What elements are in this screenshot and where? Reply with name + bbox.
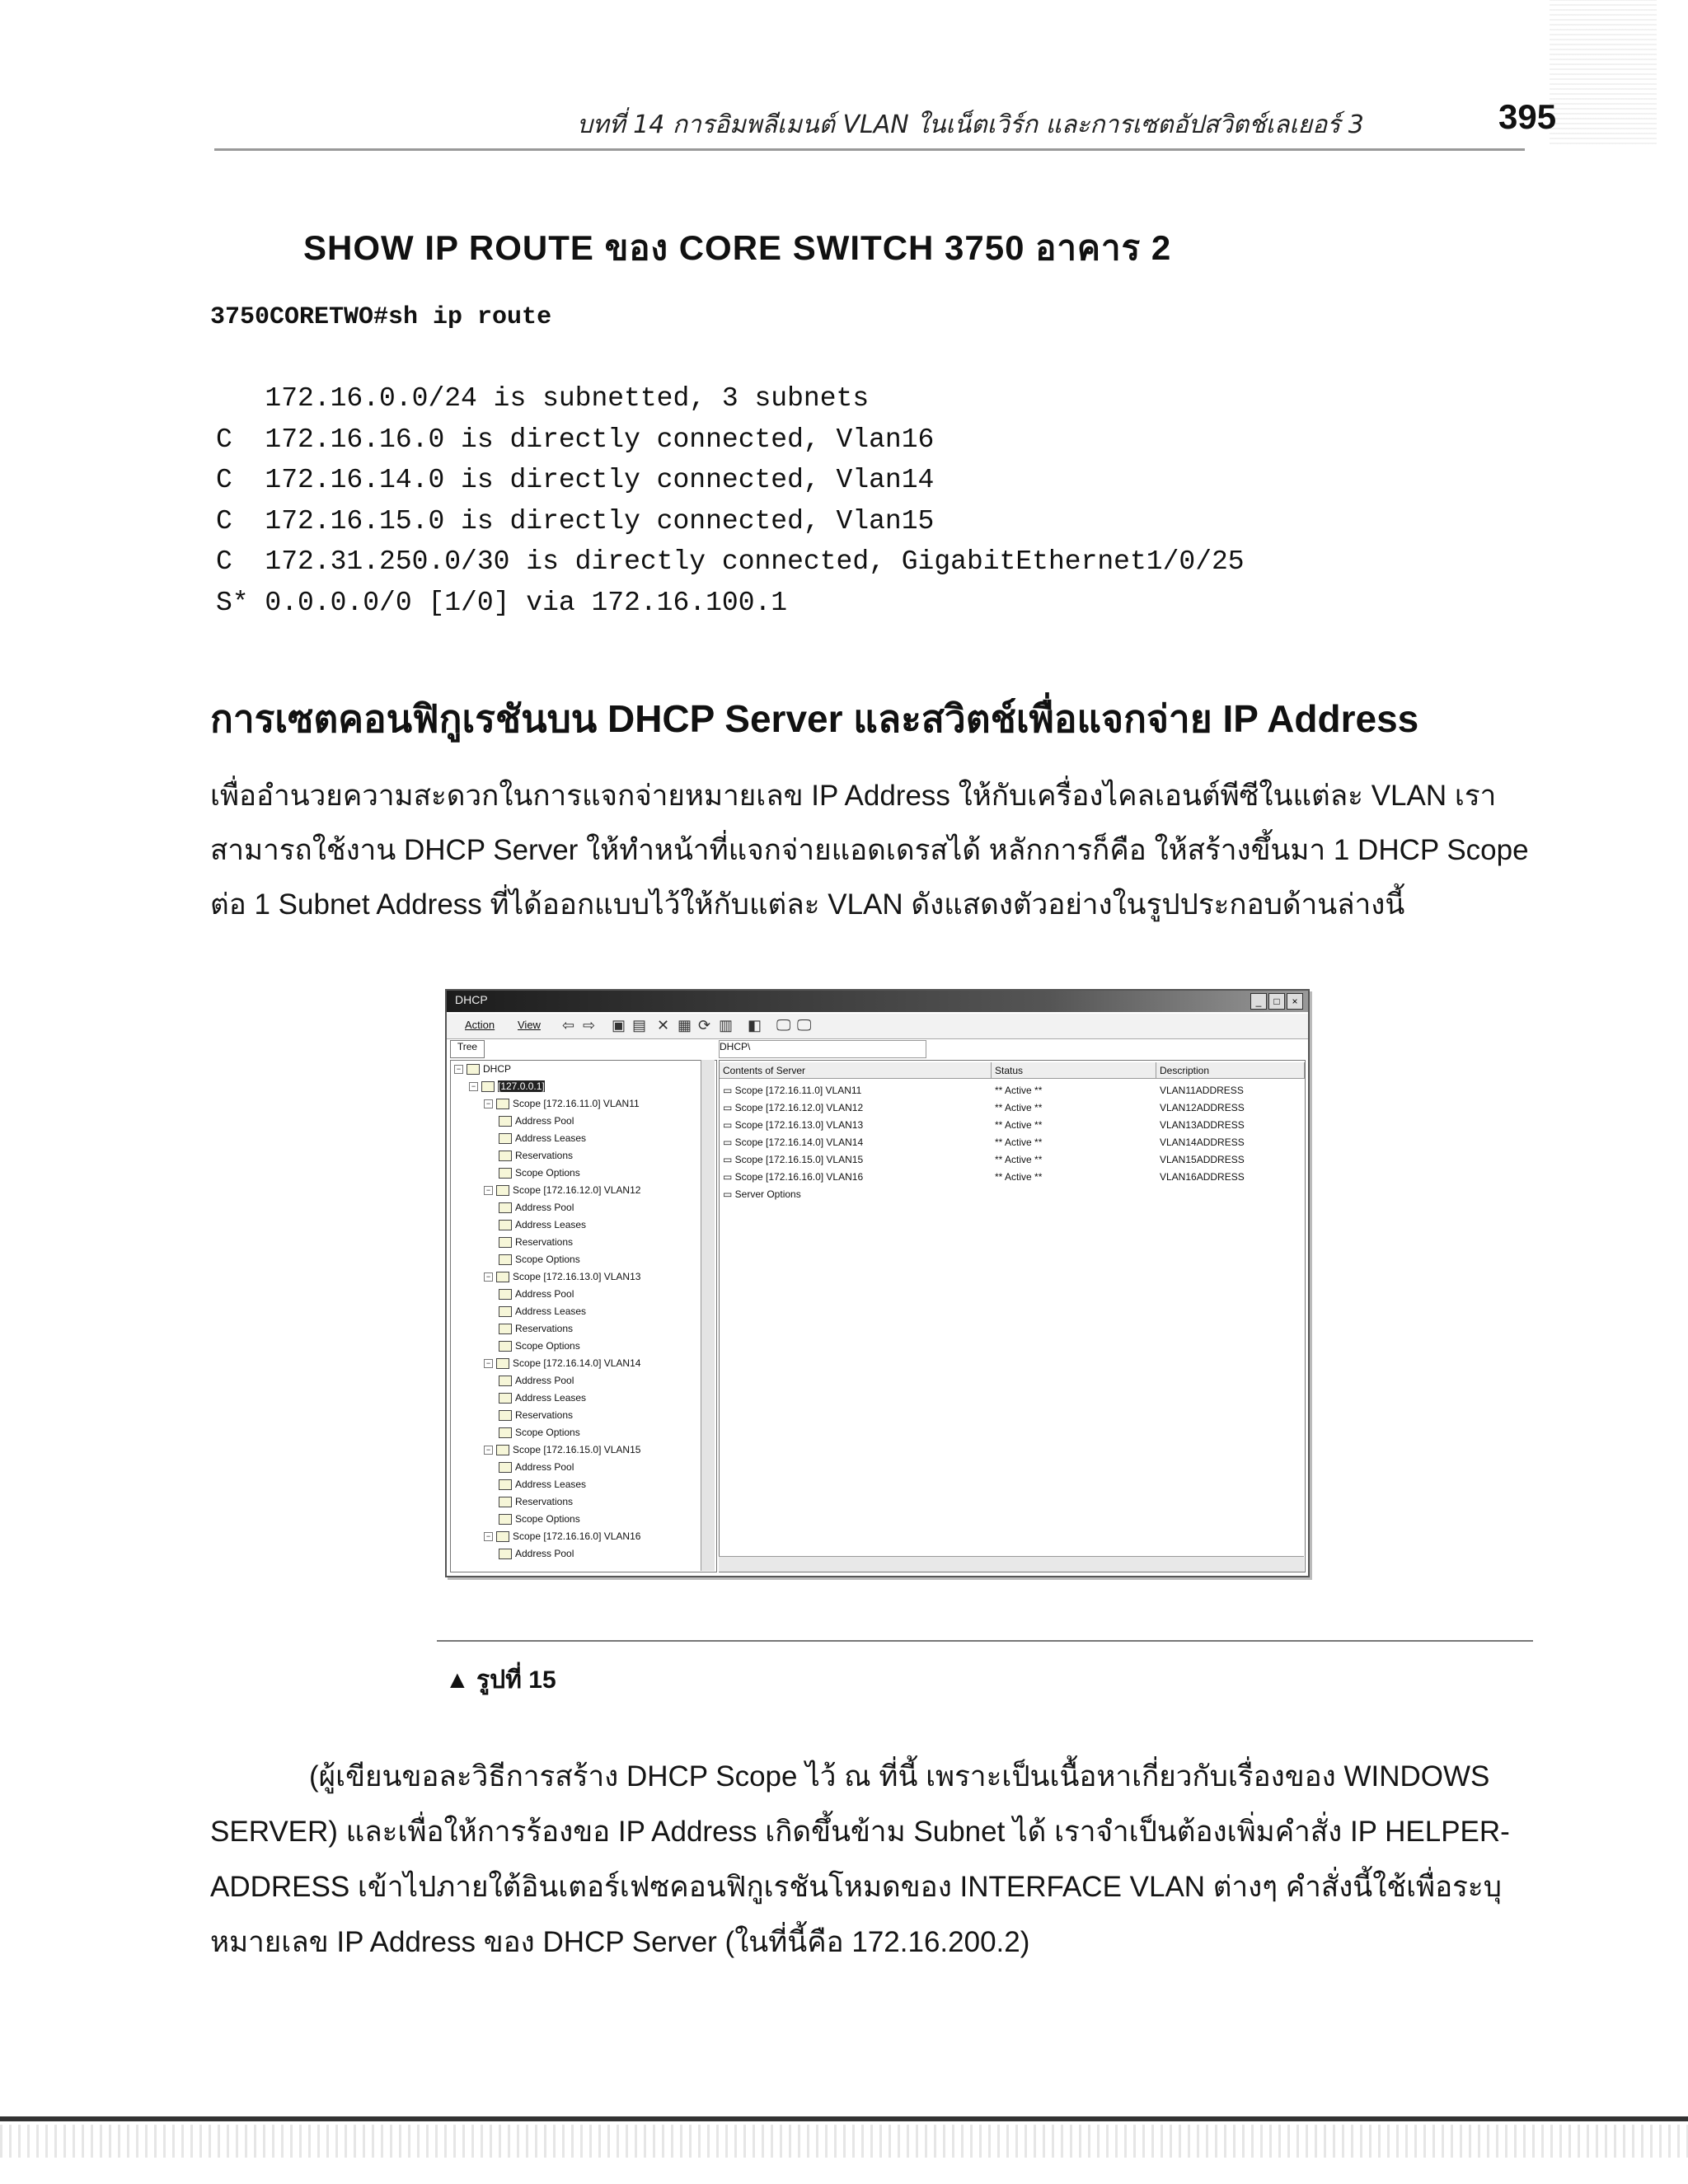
- tree-item-label: Scope [172.16.15.0] VLAN15: [513, 1444, 641, 1455]
- header-rule: [214, 148, 1525, 151]
- list-item[interactable]: [720, 1186, 1305, 1203]
- tree-item[interactable]: [451, 1338, 716, 1355]
- folder-icon: [499, 1168, 512, 1179]
- tree-item[interactable]: [451, 1372, 716, 1390]
- tree-item[interactable]: [451, 1303, 716, 1320]
- scope-description: VLAN13ADDRESS: [1160, 1119, 1245, 1131]
- folder-icon: [499, 1220, 512, 1230]
- tree-item[interactable]: [451, 1147, 716, 1165]
- tree-item[interactable]: [451, 1390, 716, 1407]
- show-tree-icon[interactable]: ▤: [632, 1017, 647, 1033]
- route-line: S* 0.0.0.0/0 [1/0] via 172.16.100.1: [216, 588, 788, 618]
- menu-action[interactable]: Action: [465, 1019, 495, 1031]
- tree-item-label: Scope [172.16.11.0] VLAN11: [513, 1098, 640, 1109]
- column-header[interactable]: Description: [1156, 1062, 1305, 1079]
- address-box: DHCP\: [719, 1040, 926, 1058]
- tree-item[interactable]: [451, 1165, 716, 1182]
- folder-icon: [499, 1289, 512, 1300]
- scope-name: ▭ Scope [172.16.13.0] VLAN13: [723, 1119, 864, 1131]
- folder-icon: [499, 1427, 512, 1438]
- route-line: C 172.16.14.0 is directly connected, Vlan14: [216, 465, 935, 495]
- tree-item[interactable]: [451, 1528, 716, 1545]
- export-icon[interactable]: ▥: [719, 1017, 734, 1033]
- window-titlebar: [447, 991, 1308, 1012]
- tree-item-label: Scope [172.16.12.0] VLAN12: [513, 1184, 641, 1196]
- list-item[interactable]: [720, 1082, 1305, 1099]
- list-item[interactable]: [720, 1099, 1305, 1117]
- back-icon[interactable]: ⇦: [562, 1017, 575, 1033]
- scope-name: ▭ Scope [172.16.14.0] VLAN14: [723, 1137, 864, 1148]
- tree-list: [451, 1061, 716, 1563]
- folder-icon: [499, 1237, 512, 1248]
- folder-icon: [499, 1324, 512, 1334]
- properties-icon[interactable]: ▦: [678, 1017, 692, 1033]
- tree-item[interactable]: [451, 1078, 716, 1095]
- folder-icon: [496, 1358, 509, 1369]
- tree-item-label: Address Leases: [515, 1219, 587, 1230]
- route-line: C 172.16.15.0 is directly connected, Vlan15: [216, 506, 935, 537]
- tree-item[interactable]: [451, 1251, 716, 1268]
- tree-item[interactable]: [451, 1268, 716, 1286]
- tree-item[interactable]: [451, 1095, 716, 1113]
- tree-item[interactable]: [451, 1113, 716, 1130]
- figure-caption: ▲ รูปที่ 15: [445, 1666, 556, 1694]
- computer-icon[interactable]: 🖵: [797, 1017, 812, 1033]
- tree-item-label: Address Leases: [515, 1132, 587, 1144]
- folder-icon: [496, 1272, 509, 1282]
- tree-item-label: Address Pool: [515, 1288, 574, 1300]
- scope-name: ▭ Scope [172.16.12.0] VLAN12: [723, 1102, 864, 1113]
- section-title: SHOW IP ROUTE ของ CORE SWITCH 3750 อาคาร 2: [303, 228, 1172, 267]
- details-pane: [719, 1060, 1306, 1572]
- tree-item-label: Scope Options: [515, 1340, 580, 1352]
- tree-item-label: Reservations: [515, 1496, 574, 1507]
- closing-paragraph-line: SERVER) และเพื่อให้การร้องขอ IP Address เกิดขึ้นข้าม Subnet ได้ เราจำเป็นต้องเพิ่มคำสั่ง IP HELPER-: [210, 1816, 1510, 1848]
- route-line: 172.16.0.0/24 is subnetted, 3 subnets: [216, 383, 870, 414]
- tree-item[interactable]: [451, 1320, 716, 1338]
- folder-icon: [499, 1133, 512, 1144]
- tree-scrollbar[interactable]: [701, 1060, 715, 1571]
- refresh-icon[interactable]: ⟳: [698, 1017, 711, 1033]
- tree-item[interactable]: [451, 1234, 716, 1251]
- tree-item[interactable]: [451, 1130, 716, 1147]
- tree-item-label: DHCP: [483, 1063, 512, 1075]
- menu-view[interactable]: View: [518, 1019, 541, 1031]
- scope-status: ** Active **: [995, 1137, 1043, 1148]
- close-icon[interactable]: ×: [1287, 993, 1303, 1010]
- tree-item-label: Address Pool: [515, 1548, 574, 1559]
- scope-description: VLAN15ADDRESS: [1160, 1154, 1245, 1165]
- folder-icon: [499, 1306, 512, 1317]
- expand-collapse-icon[interactable]: −: [484, 1186, 493, 1195]
- folder-icon: [499, 1151, 512, 1161]
- folder-icon: [499, 1254, 512, 1265]
- folder-icon: [496, 1531, 509, 1542]
- menubar: [447, 1014, 1308, 1039]
- expand-collapse-icon[interactable]: −: [484, 1446, 493, 1455]
- scope-status: ** Active **: [995, 1119, 1043, 1131]
- help-icon[interactable]: ◧: [748, 1017, 762, 1033]
- expand-collapse-icon[interactable]: −: [454, 1065, 463, 1074]
- closing-paragraph-line: หมายเลข IP Address ของ DHCP Server (ในที่นี้คือ 172.16.200.2): [210, 1926, 1030, 1958]
- folder-icon: [499, 1514, 512, 1525]
- config-heading: การเซตคอนฟิกูเรชันบน DHCP Server และสวิตช์เพื่อแจกจ่าย IP Address: [210, 697, 1419, 740]
- folder-icon: [499, 1410, 512, 1421]
- dhcp-console-screenshot: [445, 989, 1310, 1577]
- tree-item[interactable]: [451, 1459, 716, 1476]
- folder-icon: [496, 1185, 509, 1196]
- tree-item-label: Address Leases: [515, 1479, 587, 1490]
- figure-rule: [437, 1640, 1533, 1642]
- expand-collapse-icon[interactable]: −: [484, 1359, 493, 1368]
- scope-description: VLAN16ADDRESS: [1160, 1171, 1245, 1183]
- maximize-icon[interactable]: □: [1268, 993, 1285, 1010]
- scope-description: VLAN12ADDRESS: [1160, 1102, 1245, 1113]
- intro-paragraph-line: สามารถใช้งาน DHCP Server ให้ทำหน้าที่แจกจ่ายแอดเดรสได้ หลักการก็คือ ให้สร้างขึ้นมา 1 DHCP Scope: [210, 834, 1529, 866]
- folder-icon: [499, 1116, 512, 1127]
- folder-icon: [496, 1099, 509, 1109]
- tree-item[interactable]: [451, 1424, 716, 1441]
- scope-status: ** Active **: [995, 1102, 1043, 1113]
- list-item[interactable]: [720, 1117, 1305, 1134]
- footer-rule: [0, 2116, 1688, 2121]
- expand-collapse-icon[interactable]: −: [484, 1099, 493, 1108]
- folder-icon: [496, 1445, 509, 1455]
- tree-item-label: Address Leases: [515, 1305, 587, 1317]
- tree-item[interactable]: [451, 1199, 716, 1216]
- list-item[interactable]: [720, 1169, 1305, 1186]
- tree-item-label: Reservations: [515, 1236, 574, 1248]
- folder-icon: [499, 1376, 512, 1386]
- tree-item[interactable]: [451, 1545, 716, 1563]
- scope-name: ▭ Scope [172.16.11.0] VLAN11: [723, 1085, 862, 1096]
- tree-item-label: Address Pool: [515, 1202, 574, 1213]
- route-line: C 172.31.250.0/30 is directly connected, GigabitEthernet1/0/25: [216, 546, 1245, 577]
- tree-item-label: Scope Options: [515, 1167, 580, 1179]
- tree-item-label: Scope Options: [515, 1427, 580, 1438]
- code-prompt: 3750CORETWO#sh ip route: [210, 303, 552, 331]
- column-header[interactable]: Contents of Server: [720, 1062, 992, 1079]
- tree-item-label: Scope Options: [515, 1254, 580, 1265]
- folder-icon: [499, 1341, 512, 1352]
- expand-collapse-icon[interactable]: −: [484, 1272, 493, 1282]
- tree-item[interactable]: [451, 1407, 716, 1424]
- folder-icon: [499, 1202, 512, 1213]
- tree-item-label: Scope [172.16.16.0] VLAN16: [513, 1530, 641, 1542]
- tree-item-label: Scope [172.16.13.0] VLAN13: [513, 1271, 641, 1282]
- tree-item[interactable]: [451, 1441, 716, 1459]
- tree-item-label: Scope Options: [515, 1513, 580, 1525]
- scope-description: VLAN14ADDRESS: [1160, 1137, 1245, 1148]
- closing-paragraph-line: ADDRESS เข้าไปภายใต้อินเตอร์เฟซคอนฟิกูเรชันโหมดของ INTERFACE VLAN ต่างๆ คำสั่งนี้ใช้เพื่อระบุ: [210, 1871, 1502, 1903]
- tree-item[interactable]: [451, 1511, 716, 1528]
- column-header[interactable]: Status: [992, 1062, 1156, 1079]
- list-item[interactable]: [720, 1151, 1305, 1169]
- closing-paragraph-line: (ผู้เขียนขอละวิธีการสร้าง DHCP Scope ไว้ ณ ที่นี้ เพราะเป็นเนื้อหาเกี่ยวกับเรื่องของ WINDOWS: [309, 1760, 1490, 1793]
- list-item[interactable]: [720, 1134, 1305, 1151]
- tree-item-label: Reservations: [515, 1323, 574, 1334]
- tree-item-label: Address Leases: [515, 1392, 587, 1404]
- scan-smudge: [1550, 0, 1657, 144]
- running-header: บทที่ 14 การอิมพลีเมนต์ VLAN ในเน็ตเวิร์ก และการเซตอัปสวิตช์เลเยอร์ 3: [577, 110, 1364, 139]
- tree-tab[interactable]: Tree: [450, 1040, 485, 1058]
- folder-icon: [499, 1479, 512, 1490]
- route-line: C 172.16.16.0 is directly connected, Vlan16: [216, 424, 935, 455]
- tree-item[interactable]: [451, 1182, 716, 1199]
- scan-noise: [0, 2125, 1688, 2158]
- folder-icon: [499, 1462, 512, 1473]
- up-icon[interactable]: ▣: [612, 1017, 626, 1033]
- intro-paragraph-line: ต่อ 1 Subnet Address ที่ได้ออกแบบไว้ให้กับแต่ละ VLAN ดังแสดงตัวอย่างในรูปประกอบด้านล่างนี้: [210, 888, 1405, 921]
- scope-name: ▭ Server Options: [723, 1188, 801, 1200]
- expand-collapse-icon[interactable]: −: [484, 1532, 493, 1541]
- scope-name: ▭ Scope [172.16.15.0] VLAN15: [723, 1154, 864, 1165]
- horizontal-scrollbar[interactable]: [719, 1556, 1304, 1572]
- forward-icon[interactable]: ⇨: [583, 1017, 596, 1033]
- scope-status: ** Active **: [995, 1154, 1043, 1165]
- tree-item-label: Address Pool: [515, 1461, 574, 1473]
- scope-status: ** Active **: [995, 1171, 1043, 1183]
- folder-icon: [499, 1497, 512, 1507]
- tree-item[interactable]: [451, 1476, 716, 1493]
- minimize-icon[interactable]: _: [1250, 993, 1267, 1010]
- page-number: 395: [1498, 97, 1557, 136]
- intro-paragraph-line: เพื่ออำนวยความสะดวกในการแจกจ่ายหมายเลข IP Address ให้กับเครื่องไคลเอนต์พีซีในแต่ละ VLAN เรา: [210, 780, 1497, 812]
- tree-item[interactable]: [451, 1493, 716, 1511]
- expand-collapse-icon[interactable]: −: [469, 1082, 478, 1091]
- tree-item[interactable]: [451, 1286, 716, 1303]
- scope-description: VLAN11ADDRESS: [1160, 1085, 1244, 1096]
- tree-pane: [450, 1060, 717, 1572]
- tree-item-label: Address Pool: [515, 1115, 574, 1127]
- tree-item-label: Reservations: [515, 1409, 574, 1421]
- delete-icon[interactable]: ✕: [657, 1017, 670, 1033]
- scope-status: ** Active **: [995, 1085, 1043, 1096]
- folder-icon: [499, 1393, 512, 1404]
- tree-item[interactable]: [451, 1216, 716, 1234]
- scope-name: ▭ Scope [172.16.16.0] VLAN16: [723, 1171, 864, 1183]
- computer-icon[interactable]: 🖵: [776, 1017, 791, 1033]
- tree-item-label: Scope [172.16.14.0] VLAN14: [513, 1357, 641, 1369]
- tree-item[interactable]: [451, 1355, 716, 1372]
- window-title: DHCP: [455, 993, 488, 1006]
- tree-item-label: Reservations: [515, 1150, 574, 1161]
- tree-item-label: [127.0.0.1]: [498, 1080, 545, 1092]
- tree-item-label: Address Pool: [515, 1375, 574, 1386]
- folder-icon: [481, 1081, 495, 1092]
- tree-item[interactable]: [451, 1061, 716, 1078]
- scope-list: [720, 1082, 1305, 1203]
- folder-icon: [499, 1549, 512, 1559]
- folder-icon: [467, 1064, 480, 1075]
